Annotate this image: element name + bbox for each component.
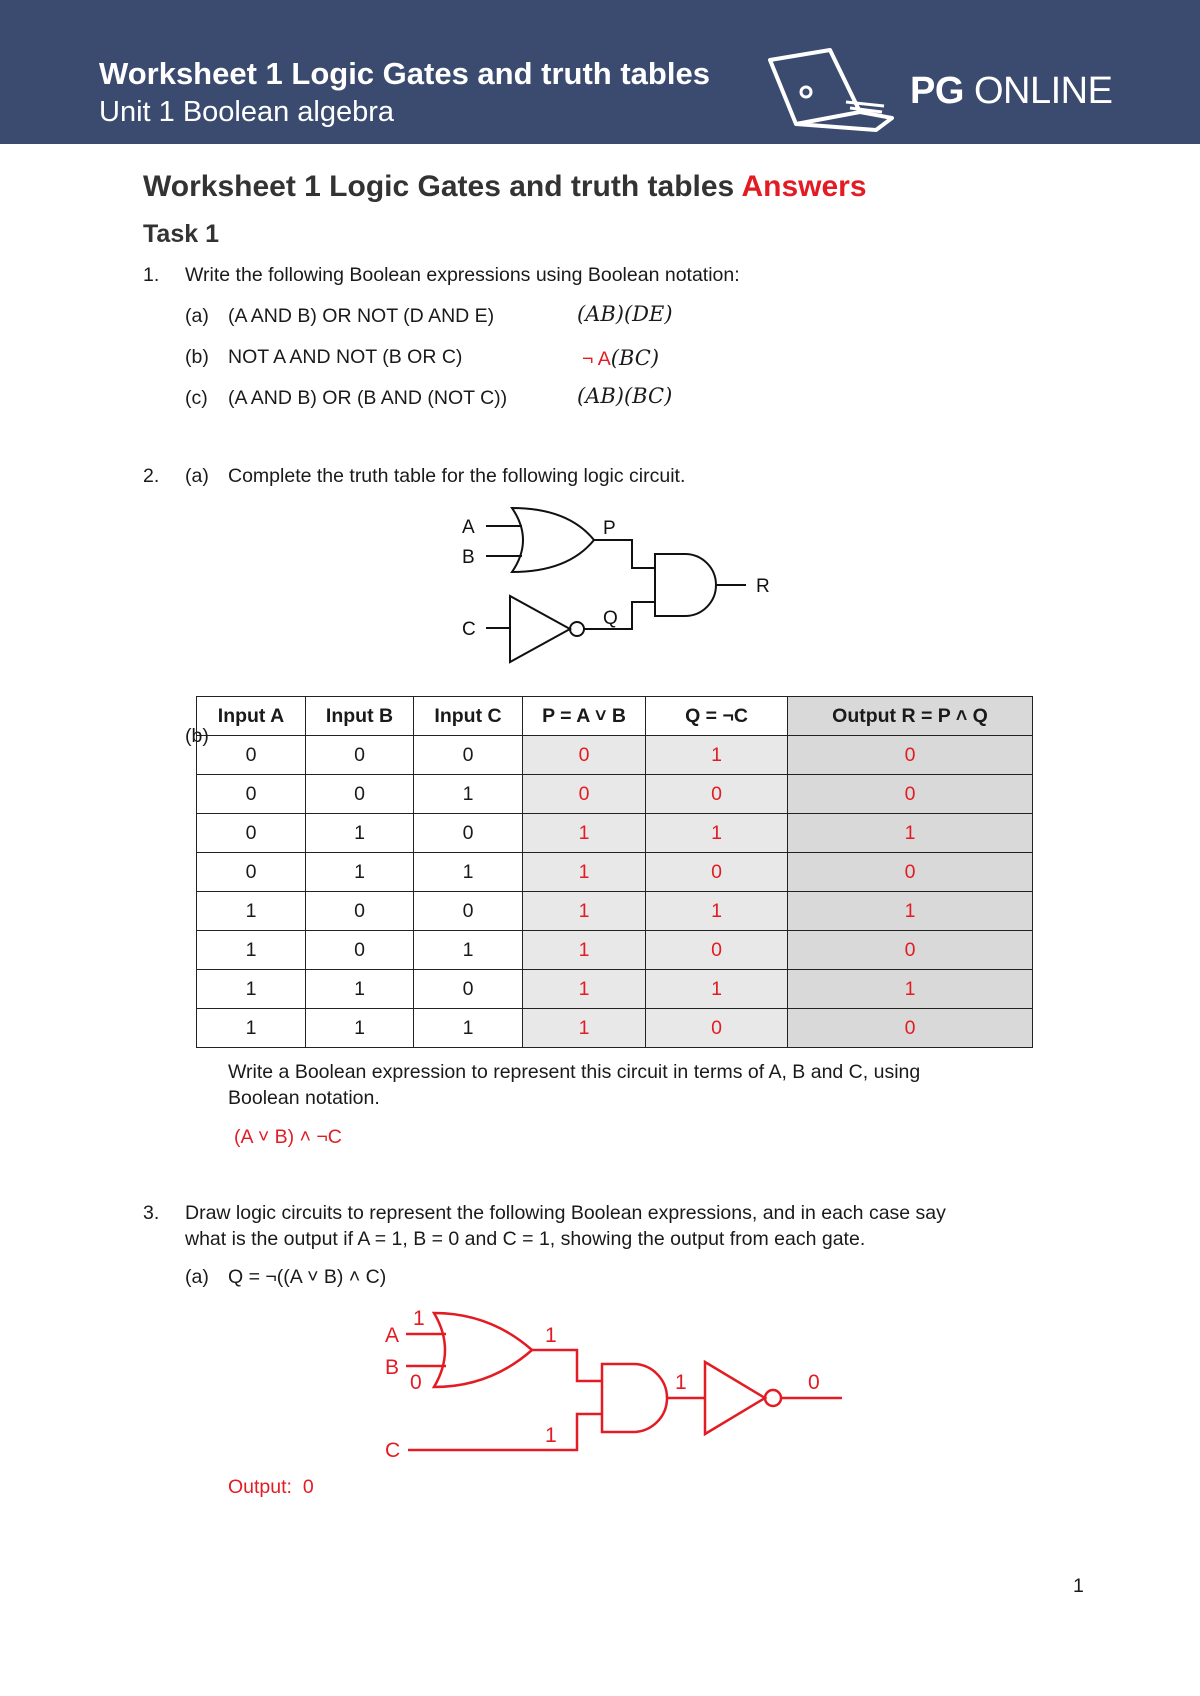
q2b-label: (b) <box>185 725 209 747</box>
q1c-answer: (AB)(BC) <box>577 384 673 408</box>
cell: 1 <box>197 931 306 970</box>
task-heading: Task 1 <box>143 220 219 248</box>
cell: 1 <box>523 1009 646 1048</box>
q1a-label: (a) <box>185 305 209 327</box>
table-row <box>197 931 1033 970</box>
q2-number: 2. <box>143 465 160 487</box>
label-q: Q <box>603 608 618 629</box>
label-b: B <box>385 1356 400 1379</box>
label-a: A <box>462 517 475 538</box>
q1-number: 1. <box>143 264 160 286</box>
q3a-label: (a) <box>185 1266 209 1288</box>
cell: 1 <box>197 970 306 1009</box>
cell: 0 <box>414 892 523 931</box>
q2a-text: Complete the truth table for the following logic circuit. <box>228 465 686 487</box>
banner-title: Worksheet 1 Logic Gates and truth tables <box>99 56 710 91</box>
cell: 0 <box>306 931 414 970</box>
cell: 0 <box>306 736 414 775</box>
cell: 1 <box>646 892 788 931</box>
label-c: C <box>462 619 476 640</box>
q2a-label: (a) <box>185 465 209 487</box>
not-gate <box>705 1362 765 1434</box>
table-row <box>197 736 1033 775</box>
cell: 0 <box>788 931 1033 970</box>
header-input-a: Input A <box>197 697 306 736</box>
cell: 1 <box>414 775 523 814</box>
label-b: B <box>462 547 475 568</box>
wire-p <box>594 540 655 568</box>
cell: 1 <box>306 853 414 892</box>
cell: 1 <box>646 814 788 853</box>
cell: 1 <box>788 814 1033 853</box>
q2b-text-line2: Boolean notation. <box>228 1087 380 1109</box>
q2b-text-line1: Write a Boolean expression to represent this circuit in terms of A, B and C, using <box>228 1061 921 1083</box>
wire-or-out <box>532 1350 602 1381</box>
cell: 0 <box>414 970 523 1009</box>
cell: 0 <box>788 853 1033 892</box>
cell: 1 <box>523 970 646 1009</box>
label-c: C <box>385 1439 401 1462</box>
cell: 0 <box>414 814 523 853</box>
q3a-output: Output: 0 <box>228 1476 314 1498</box>
banner-subtitle: Unit 1 Boolean algebra <box>99 96 395 128</box>
cell: 1 <box>523 892 646 931</box>
q1b-text: NOT A AND NOT (B OR C) <box>228 346 463 368</box>
table-row <box>197 814 1033 853</box>
not-gate <box>510 596 570 662</box>
answers-label: Answers <box>741 170 867 203</box>
cell: 1 <box>788 892 1033 931</box>
cell: 1 <box>523 853 646 892</box>
logic-circuit-diagram <box>450 500 780 675</box>
cell: 1 <box>197 892 306 931</box>
header-output-r: Output R = P ˄ Q <box>788 697 1033 736</box>
truth-table <box>196 696 1033 1048</box>
q3-text-line1: Draw logic circuits to represent the following Boolean expressions, and in each case say <box>185 1202 946 1224</box>
cell: 0 <box>788 736 1033 775</box>
cell: 1 <box>523 931 646 970</box>
label-p: P <box>603 518 616 539</box>
q1a-answer: (AB)(DE) <box>577 302 673 326</box>
label-r: R <box>756 576 770 597</box>
cell: 0 <box>197 736 306 775</box>
header-input-b: Input B <box>306 697 414 736</box>
cell: 0 <box>646 1009 788 1048</box>
header-input-c: Input C <box>414 697 523 736</box>
q2b-answer: (A ˅ B) ˄ ¬C <box>234 1126 342 1148</box>
q1a-text: (A AND B) OR NOT (D AND E) <box>228 305 495 327</box>
value-or-out: 1 <box>545 1324 557 1347</box>
cell: 0 <box>646 931 788 970</box>
table-row <box>197 892 1033 931</box>
q3a-text: Q = ¬((A ˅ B) ˄ C) <box>228 1266 387 1288</box>
cell: 1 <box>414 853 523 892</box>
cell: 1 <box>788 970 1033 1009</box>
cell: 1 <box>414 1009 523 1048</box>
q1b-label: (b) <box>185 346 209 368</box>
cell: 0 <box>197 814 306 853</box>
and-gate <box>602 1364 667 1432</box>
table-row <box>197 1009 1033 1048</box>
cell: 1 <box>306 970 414 1009</box>
cell: 0 <box>788 1009 1033 1048</box>
table-row <box>197 970 1033 1009</box>
value-c: 1 <box>545 1424 557 1447</box>
cell: 0 <box>414 736 523 775</box>
value-b: 0 <box>410 1371 422 1394</box>
cell: 0 <box>306 775 414 814</box>
value-a: 1 <box>413 1307 425 1330</box>
q1c-label: (c) <box>185 387 208 409</box>
cell: 0 <box>788 775 1033 814</box>
not-bubble <box>570 622 584 636</box>
q1-text: Write the following Boolean expressions using Boolean notation: <box>185 264 740 286</box>
page-number: 1 <box>1073 1575 1084 1597</box>
page-title: Worksheet 1 Logic Gates and truth tables Answers <box>143 170 867 203</box>
label-a: A <box>385 1324 400 1347</box>
cell: 1 <box>306 1009 414 1048</box>
q1c-text: (A AND B) OR (B AND (NOT C)) <box>228 387 508 409</box>
and-gate <box>655 554 716 616</box>
value-and-out: 1 <box>675 1371 687 1394</box>
laptop-icon <box>766 46 906 132</box>
table-row <box>197 853 1033 892</box>
header-q: Q = ¬C <box>646 697 788 736</box>
or-gate <box>512 508 594 572</box>
table-row <box>197 775 1033 814</box>
or-gate <box>434 1313 532 1387</box>
cell: 0 <box>523 775 646 814</box>
table-header-row <box>197 697 1033 736</box>
cell: 0 <box>197 853 306 892</box>
cell: 1 <box>646 970 788 1009</box>
cell: 0 <box>523 736 646 775</box>
value-final: 0 <box>808 1371 820 1394</box>
cell: 1 <box>306 814 414 853</box>
cell: 1 <box>197 1009 306 1048</box>
q1b-answer: ¬ A(BC) <box>582 346 660 370</box>
wire-q <box>584 602 655 629</box>
header-p: P = A ˅ B <box>523 697 646 736</box>
cell: 1 <box>414 931 523 970</box>
q3-number: 3. <box>143 1202 160 1224</box>
header-banner <box>0 0 1200 144</box>
brand-name: PG ONLINE <box>910 70 1113 112</box>
cell: 0 <box>646 853 788 892</box>
pg-online-logo <box>766 46 1113 132</box>
cell: 0 <box>197 775 306 814</box>
wire-c <box>408 1414 602 1450</box>
q3-text-line2: what is the output if A = 1, B = 0 and C = 1, showing the output from each gate. <box>185 1228 866 1250</box>
cell: 1 <box>646 736 788 775</box>
cell: 0 <box>306 892 414 931</box>
cell: 0 <box>646 775 788 814</box>
cell: 1 <box>523 814 646 853</box>
answer-circuit-diagram <box>380 1300 860 1465</box>
